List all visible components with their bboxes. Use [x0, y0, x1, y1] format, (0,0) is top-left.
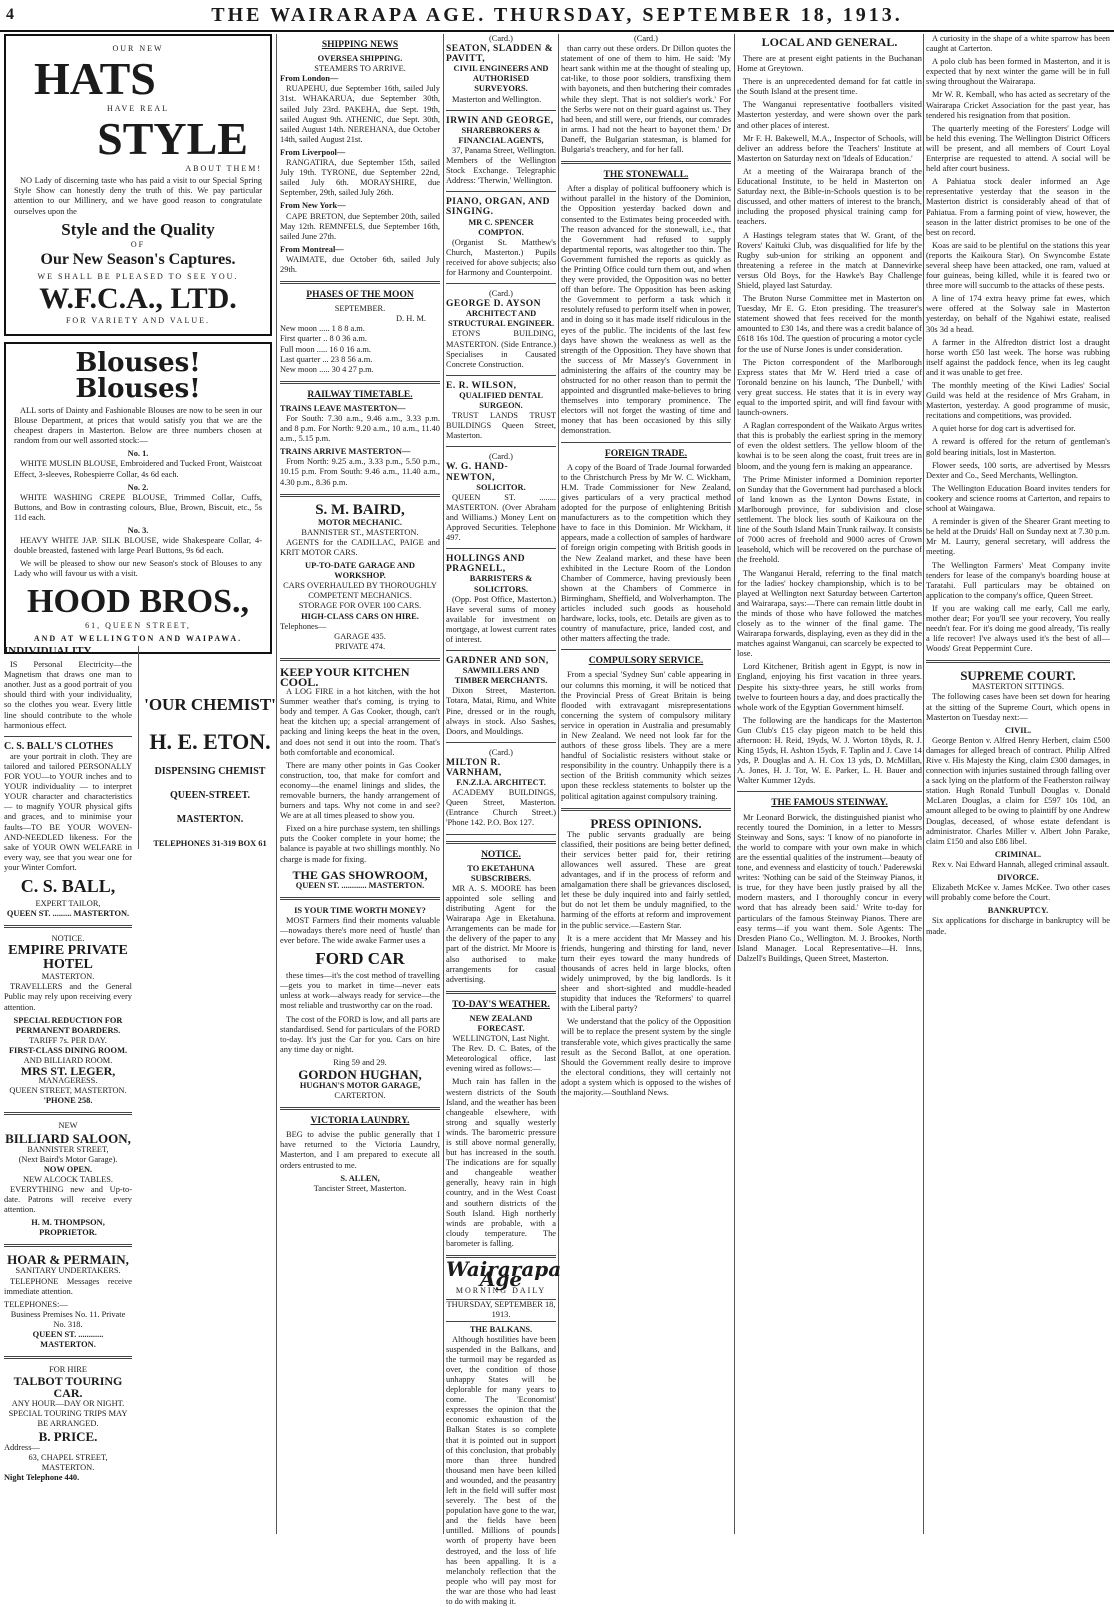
age-date: THURSDAY, SEPTEMBER 18, 1913.	[446, 1299, 556, 1321]
billiard-tables: NEW ALCOCK TABLES.	[23, 1174, 113, 1184]
col6-items	[926, 34, 1110, 654]
talbot-telephone: Night Telephone 440.	[4, 1472, 80, 1482]
moon-row: Full moon ..... 16 0 16 a.m.	[280, 344, 371, 354]
talbot-any-hour: ANY HOUR—DAY OR NIGHT.	[11, 1399, 125, 1409]
hats-pleased: WE SHALL BE PLEASED TO SEE YOU.	[37, 271, 239, 281]
weather-body-1: The Rev. D. C. Bates, of the Meteorological office, last evening wired as follows:—	[446, 1044, 556, 1074]
local-news-item: A curiosity in the shape of a white sparrow has been caught at Carterton.	[926, 34, 1110, 54]
gas-showroom: THE GAS SHOWROOM,	[292, 867, 428, 882]
victoria-body: BEG to advise the public generally that I have returned to the Victoria Laundry, Masterton, and I am prepared to execute all orders entrusted to me.	[280, 1130, 440, 1170]
local-news-item: The Picton correspondent of the Marlborough Express states that Mr W. Herd tried a case of Toronald benzine on his launch, 'The Dunbell,' with very great success. He states that it is in every way equal to the imported spirit, and will find favour with launch-owners.	[737, 357, 922, 418]
local-news-item: The Bruton Nurse Committee met in Masterton on Tuesday, Mr E. G. Eton presiding. The treasurer's statement showed that fees received for the month amounted to £30 14s, and there was a credit balance of £618 16s 10d. The question of procuring a motor cycle for the use of Nurse Jones is under consideration.	[737, 294, 922, 354]
card-address: Masterton and Wellington.	[452, 94, 542, 104]
steamers-to-arrive: STEAMERS TO ARRIVE.	[314, 64, 406, 74]
moon-month: SEPTEMBER.	[334, 304, 386, 314]
hood-address: 61, QUEEN STREET,	[85, 621, 191, 631]
baird-storage: STORAGE FOR OVER 100 CARS.	[298, 601, 422, 611]
blouse-no1-label: No. 1.	[127, 449, 149, 459]
local-news-item: Koas are said to be plentiful on the stations this year (reports the Kaikoura Star). On Swyncombe Estate several sheep have been attacked, one ram, valued at four guineas, being killed, while it is feared two or three more will succumb to the attacks of these pests.	[926, 240, 1110, 291]
supreme-court-heading: SUPREME COURT.	[960, 668, 1076, 684]
local-news-item: A line of 174 extra heavy prime fat ewes, which were offered at the Solway sale in Masterton yesterday, on behalf of the Ngahiwi estate, realised 30s 3d a head.	[926, 294, 1110, 334]
supreme-sittings: MASTERTON SITTINGS.	[972, 682, 1064, 692]
gordon-hughan: GORDON HUGHAN,	[298, 1066, 422, 1082]
empire-manageress: MANAGERESS.	[38, 1076, 98, 1086]
age-masthead: Wairarapa Age	[446, 1257, 562, 1292]
baird-telephones: Telephones—	[280, 621, 327, 631]
card-name: GARDNER AND SON,	[446, 656, 549, 667]
empire-body: TRAVELLERS and the General Public may rely upon receiving every attention.	[4, 982, 132, 1012]
professional-card	[446, 289, 556, 376]
card-label: (Card.)	[489, 34, 513, 43]
supreme-div: Elizabeth McKee v. James McKee. Two other cases will probably come before the Court.	[926, 883, 1110, 903]
montreal-ships: WAIMATE, due October 6th, sailed July 29th.	[280, 254, 440, 274]
supreme-civil: CIVIL.	[1004, 725, 1032, 735]
column-rule	[558, 34, 559, 1534]
talbot-address-label: Address—	[4, 1442, 40, 1452]
balkans-heading: THE BALKANS.	[469, 1324, 533, 1334]
local-news-item: The following are the handicaps for the Masterton Gun Club's £15 clay pigeon match to be held this afternoon: H. Reid, 19yds, W. J. Worton 18yds, R. J. King 15yds, H. Ashton 15yds, F. Taplin and J. Cave 14 yds, P. Douglas and A. H. Cox 13 yds, D. McMillan, A. Jones, H. J. Tor, W. E. Parker, L. H. Bauer and Walter Kummer 12yds.	[737, 715, 922, 786]
weather-sub: NEW ZEALAND FORECAST.	[469, 1013, 533, 1033]
card-address: TRUST LANDS TRUST BUILDINGS Queen Street, Masterton.	[446, 411, 556, 441]
blouses-heading: Blouses! Blouses!	[75, 347, 201, 404]
press-opinions-heading: PRESS OPINIONS.	[590, 815, 702, 831]
hood-bros-name: HOOD BROS.,	[27, 583, 249, 621]
card-profession: MR C. SPENCER COMPTON.	[468, 217, 534, 237]
hoar-telephones: TELEPHONES:—	[4, 1299, 68, 1309]
local-news-item: The Wanganui Herald, referring to the final match for the ladies' hockey championship, which is to be played at Wellington next Saturday between Carterton and Wairarapa, says:—There can remain little doubt in the minds of those who have followed the matches closely as to the winner of the final game. The Wairarapa forwards, displaying, even as they did in the matches against Wanganui, can scarcely be expected to lose.	[737, 568, 922, 659]
ford-heading: IS YOUR TIME WORTH MONEY?	[294, 905, 426, 915]
baird-agents: AGENTS for the CADILLAC, PAIGE and KRIT MOTOR CARS.	[280, 537, 440, 557]
hoar-sub: SANITARY UNDERTAKERS.	[15, 1266, 121, 1276]
chemist-advert	[138, 646, 277, 849]
talbot-street: 63, CHAPEL STREET, MASTERTON.	[28, 1452, 108, 1472]
oversea-shipping: OVERSEA SHIPPING.	[317, 54, 403, 64]
local-news-item: A reminder is given of the Shearer Grant meeting to be held at the Druids' Hall on Sunday next at 7.30 p.m. Mr M. Laurry, general secretary, will address the meeting.	[926, 517, 1110, 557]
local-news-item: A Pahiatua stock dealer informed an Age representative yesterday that the season in the Masterton district is considerably ahead of that of Pahiatua. From a farming point of view, however, the season in the latter district promises to be one of the best on record.	[926, 177, 1110, 237]
card-profession: SOLICITOR.	[476, 482, 526, 492]
baird-private-phone: PRIVATE 474.	[334, 641, 386, 651]
steinway-body: Mr Leonard Borwick, the distinguished pianist who recently toured the Dominion, in a letter to Messrs Steinway and Sons, says: 'I know of no pianoforte in the world to compare with your own make in which are the essential qualities of the instrument—beauty of tone, and evenness and elasticity of touch.' Paderewski writes: 'Nothing can be said of the Steinway Pianos, it is true, for they have been justly praised by all the modern masters, and I thoroughly concur in every word that has already been said.' Write to-day for particulars of the famous Steinway Pianos. There are easy terms—if you want them. Sole Agents: The Dresden Piano Co., Wellington. M. J. Brookes, North Island Manager. Local Representative—H. Inns, Dalzell's Buildings, Queen Street, Masterton.	[737, 812, 922, 963]
local-news-item: A reward is offered for the return of gentleman's gold bearing initials, lost in Masterton.	[926, 437, 1110, 457]
card-profession: BARRISTERS & SOLICITORS.	[469, 574, 533, 594]
local-items	[737, 54, 922, 786]
card-name: W. G. HAND-NEWTON,	[446, 462, 509, 483]
empire-notice: NOTICE.	[51, 934, 85, 944]
local-news-item: The quarterly meeting of the Foresters' Lodge will be held this evening. The Wellington District Officers will be present, and all members of Court Loyal Enterprise are requested to attend. A social will be held after court business.	[926, 123, 1110, 174]
hats-captures: Our New Season's Captures.	[40, 250, 236, 268]
hoar-permain-name: HOAR & PERMAIN,	[7, 1252, 129, 1268]
masthead	[0, 0, 1114, 32]
blouses-advert	[4, 342, 272, 657]
talbot-special: SPECIAL TOURING TRIPS MAY BE ARRANGED.	[8, 1409, 128, 1429]
compulsory-heading: COMPULSORY SERVICE.	[588, 656, 704, 667]
supreme-divorce: DIVORCE.	[997, 873, 1039, 883]
victoria-name: S. ALLEN,	[340, 1173, 380, 1183]
supreme-crim: Rex v. Nai Edward Hannah, alleged criminal assault.	[932, 859, 1110, 869]
professional-card	[446, 554, 556, 651]
from-london: From London—	[280, 74, 339, 84]
card-name: PIANO, ORGAN, AND SINGING.	[446, 197, 551, 218]
gas-showroom-address: QUEEN ST. ............ MASTERTON.	[295, 880, 425, 890]
hughan-garage: HUGHAN'S MOTOR GARAGE,	[299, 1080, 421, 1090]
chemist-town: MASTERTON.	[176, 814, 244, 826]
hats-our-new: OUR NEW	[112, 44, 164, 53]
blouse-no1-text: WHITE MUSLIN BLOUSE, Embroidered and Tucked Front, Waistcoat Effect, 3-sleeves, Robespierre Collar, 4s 6d each.	[14, 459, 262, 479]
baird-name: S. M. BAIRD,	[315, 501, 405, 518]
local-news-item: A farmer in the Alfredton district lost a draught horse worth £50 last week. The horse was rubbing itself against the paddock fence, when its leg caught and it was unable to get free.	[926, 337, 1110, 377]
professional-card	[446, 452, 556, 549]
empire-dining: FIRST-CLASS DINING ROOM.	[8, 1045, 128, 1055]
supreme-criminal: CRIMINAL.	[994, 849, 1042, 859]
local-news-item: At a meeting of the Wairarapa branch of the Educational Institute, to be held in Masterton on Saturday next, the Bible-in-Schools question is to be discussed, and other matters of interest to the branch, including the proposed physical training camp for teachers.	[737, 166, 922, 227]
kitchen-body-2: There are many other points in Gas Cooker construction, too, that make for comfort and economy—the enamel linings and slides, the removable burners, the handy arrangement of burners and taps. Why not come in and see? We are at all times pleased to show you.	[280, 760, 440, 821]
professional-card	[446, 656, 556, 743]
supreme-body: The following cases have been set down for hearing at the sitting of the Supreme Court, which opens in Masterton on Tuesday next:—	[926, 692, 1110, 722]
card-address: (Organist St. Matthew's Church, Masterton.) Pupils received for above subjects; also for Harmony and Counterpoint.	[446, 237, 556, 277]
dillon-intro: than carry out these orders. Dr Dillon quotes the statement of one of them to him. He said: 'My heart sank within me at the thought of stealing up, cat-like, to those poor soldiers, transfixing them with bayonets, and then butchering their comrades while they slept. That is not soldier's work.' For the Serbs were not on their guard against us. They had been, and still were, our friends, our comrades in arms. I had not the heart to bayonet them.' Dr Daneff, the Bulgarian statesman, is blamed for Bulgaria's treachery, and for her fall.	[561, 44, 731, 155]
hoar-premises: Business Premises No. 11. Private No. 318.	[10, 1309, 126, 1329]
local-news-item: There is an unprecedented demand for fat cattle in the South Island at the present time.	[737, 77, 922, 97]
press-body-1: The public servants gradually are being classified, their positions are being better defined, their services better paid for, their retiring allowances well assured. These are great advantages, and if in the process of reform and amalgamation there shall be grievances disclosed, let these be duly inquired into and fairly settled, but do not let them be unduly magnified, to the harming of the efforts at reform and improvement in the public service.—Eastern Star.	[561, 829, 731, 930]
local-news-item: Mr W. R. Kemball, who has acted as secretary of the Wairarapa Cricket Association for the past year, has tendered his resignation from that position.	[926, 90, 1110, 120]
empire-hotel-name: EMPIRE PRIVATE HOTEL	[8, 943, 128, 973]
local-news-item: A Hastings telegram states that W. Grant, of the Rovers' Kaituki Club, was disqualified for life by the Rugby sub-union for striking an opponent and threatening a referee in the match at Dannevirke versus Old Boys, for the Hawke's Bay Challenge Shield, played last Saturday.	[737, 230, 922, 290]
csball-clothes-heading: C. S. BALL'S CLOTHES	[4, 740, 114, 752]
kitchen-body-1: A LOG FIRE in a hot kitchen, with the hot Summer weather that's coming, is trying to body and temper. A Gas Cooker, though, can't heat the kitchen up; a special arrangement of packing and lining keeps the heat in the oven, and does not send it out into the room. That's both comfortable and economical.	[280, 687, 440, 757]
newspaper-title: THE WAIRARAPA AGE. THURSDAY, SEPTEMBER 18, 1913.	[211, 4, 903, 26]
hood-towns: AND AT WELLINGTON AND WAIPAWA.	[33, 633, 243, 643]
wfca-name: W.F.C.A., LTD.	[39, 281, 237, 315]
trains-arrive-times: From North: 9.25 a.m., 3.33 p.m., 5.50 p.m., 10.15 p.m. From South: 9.46 a.m., 11.40 a.m., 4.30 p.m., 8.36 p.m.	[280, 457, 440, 487]
moon-columns: D. H. M.	[395, 314, 426, 324]
professional-cards	[446, 34, 556, 835]
notice-to: TO EKETAHUNA SUBSCRIBERS.	[467, 863, 535, 883]
local-news-item: The Wanganui representative footballers visited Masterton yesterday, and were shown over the park and other places of interest.	[737, 100, 922, 130]
foreign-trade-body: A copy of the Board of Trade Journal forwarded to the Christchurch Press by Mr W. C. Wickham, H.M. Trade Commissioner for New Zealand, gives particulars of a very practical method adopted for the purpose of enlightening British manufacturers as to the competition which they have to face in this Dominion. Mr Wickham, it appears, made a collection of samples of hardware of foreign origin competing with British goods in the New Zealand market, and these have been exhibited in the Lecture Room of the London Chamber of Commerce, having previously been shown at the Chambers of Commerce in Birmingham, Sheffield, and Wolverhampton. The articles included such goods as household hardware, locks, tools, etc. Details are given as to country of manufacture, price, landed cost, and other matters affecting the trade.	[561, 462, 731, 644]
hats-advert	[4, 34, 272, 336]
baird-garage-phone: GARAGE 435.	[334, 631, 386, 641]
csball-address: QUEEN ST. ......... MASTERTON.	[6, 909, 130, 919]
baird-overhauled: CARS OVERHAULED BY THOROUGHLY COMPETENT MECHANICS.	[283, 581, 437, 601]
blouse-no2-text: WHITE WASHING CREPE BLOUSE, Trimmed Collar, Cuffs, Buttons, and Bow in contrasting colours, Blue, Brown, Biscuit, etc., 5s 11d each.	[14, 492, 262, 522]
individuality-body: IS Personal Electricity—the Magnetism that draws one man to another. Just as a good portrait of you should third with your individuality, so the clothes you wear. Every little line should contribute to the whole harmonious effect.	[4, 660, 132, 730]
billiard-body: EVERYTHING new and Up-to-date. Patrons will receive every attention.	[4, 1184, 132, 1215]
professional-card	[446, 34, 556, 111]
local-general-heading: LOCAL AND GENERAL.	[761, 35, 898, 49]
professional-card	[446, 116, 556, 193]
local-news-item: The Prime Minister informed a Dominion reporter on Sunday that the Government had purchased a block of land known as the Lynton Downs Estate, in Marlborough province, for subdivision and close settlement. The block lies south of Kaikoura on the line of the South Island Main Trunk railway. It consists of 7000 acres of freehold and 9000 acres of Crown leasehold, which will be recovered on the purchase of the freehold.	[737, 474, 922, 565]
wfca-tagline: FOR VARIETY AND VALUE.	[65, 315, 210, 325]
hats-of: OF	[130, 239, 146, 249]
chemist-name: H. E. ETON.	[149, 729, 271, 754]
hats-quality: Style and the Quality	[61, 219, 215, 239]
card-label: (Card.)	[489, 289, 513, 299]
empire-billiard: AND BILLIARD ROOM.	[23, 1056, 113, 1065]
ford-body-3: The cost of the FORD is low, and all parts are standardised. Send for particulars of the FORD to-day. It's just the Car for you. Cars on hire any time day or night.	[280, 1014, 440, 1054]
stonewall-body: After a display of political buffoonery which is without parallel in the history of the Dominion, the Opposition yesterday backed down and consented to the Estimates being proceeded with. The reason advanced for the stonewall, i.e., that the Government had refused to supply departmental reports, was altogether too thin. The Government furnished the reports as quickly as the Printing Office could turn them out, and when they were provided, the Opposition was no better off than before. The Opposition has been asking the Government to perform a task which it resolutely refused to perform itself when in power, and in doing so it has made itself ridiculous in the eyes of the public. The incidents of the last few days have shown the weakness as well as the strength of the Opposition. They have shown that the success of Mr Massey's Government in administering the affairs of the country may be obstructed for no other reason than to permit the appointed and disgruntled make-believes to bring themselves into temporary prominence. The electors will not forget the wasting of time and money that has been occasioned by this silly demonstration.	[561, 184, 731, 436]
card-profession: SHAREBROKERS & FINANCIAL AGENTS,	[458, 125, 544, 145]
card-label: (Card.)	[489, 747, 513, 757]
weather-place: WELLINGTON, Last Night.	[452, 1034, 550, 1044]
baird-hire: HIGH-CLASS CARS ON HIRE.	[301, 611, 419, 621]
local-news-item: The monthly meeting of the Kiwi Ladies' Social Guild was held at the residence of Mrs Graham, in Masterton, yesterday. A good programme of music, recitations and competitions, was provided.	[926, 381, 1110, 421]
billiard-proprietor: H. M. THOMPSON, PROPRIETOR.	[31, 1218, 105, 1238]
baird-street: BANNISTER ST., MASTERTON.	[301, 527, 419, 537]
moon-row: New moon ..... 1 8 8 a.m.	[280, 324, 365, 334]
press-body-2: It is a mere accident that Mr Massey and his friends, hungering and thirsting for land, never turn their eyes toward the many hundreds of thousands of acres held in large blocks, often widely unimproved, by the big landlords. Is it sheer and short-sighted and muddle-headed stupidity that induces the 'Reformers' to quarrel with the Liberal party?	[561, 933, 731, 1014]
csball-body: are your portrait in cloth. They are tailored and tailored PERSONALLY FOR YOU—to YOUR inches and to YOUR individuality — to interpret YOUR character and characteristics — to magnify YOUR physical gifts and graces, and to minimise your faults—TO BE YOUR WOVEN-AND-NEEDLED likeness. For the sake of YOUR OWN WELFARE in every way, see that you wear one for your Winter Comfort.	[4, 751, 132, 872]
empire-street: QUEEN STREET, MASTERTON.	[9, 1086, 127, 1096]
empire-tariff: TARIFF 7s. PER DAY.	[29, 1035, 107, 1045]
kitchen-heading: KEEP YOUR KITCHEN COOL.	[280, 664, 410, 689]
press-body-3: We understand that the policy of the Opposition will be to replace the present system by the single transferable vote, which gives practically the same result as the Second Ballot, at one operation. Should the Government really desire to improve the electoral conditions, they will certainly not adopt a system which is opposed to the wishes of the majority.—Southland News.	[561, 1017, 731, 1097]
weather-body-2: Much rain has fallen in the western districts of the South Island, and the weather has been changeable elsewhere, with strong and squally westerly winds. The barometric pressure is still above normal generally, but has increased in the south. The indications are for squally and changeable weather generally, heavy rain in high country, and in the West Coast and southern districts of the South Island. High northerly winds are probable, with a cloudy temperature. The barometer is falling.	[446, 1077, 556, 1248]
supreme-cases: George Benton v. Alfred Henry Herbert, claim £500 damages for alleged breach of contract. Philip Alfred Rive v. His Majesty the King, claim £300 damages, in connection with injuries sustained through falling over a sack lying on the platform of the Featherston railway station. Hugh Ronald Tunbull Douglas v. Donald McLaren Douglas, a claim for £597 10s 10d, an amount alleged to be owing to plaintiff by one Andrew Douglas, deceased, of whose estate defendant is administrator. Charles Miller v. Albert John Parake, claim £150 and also £86 libel.	[926, 735, 1110, 846]
ford-body-2: these times—it's the cost method of travelling—gets you to market in time—never eats unless at work—always ready for service—the most reliable and trustworthy car on the road.	[280, 971, 440, 1011]
local-news-item: There are at present eight patients in the Buchanan Home at Greytown.	[737, 54, 922, 74]
blouse-no2-label: No. 2.	[127, 482, 149, 492]
ford-body-1: MOST Farmers find their moments valuable—nowadays there's more need of 'hustle' than ever before. The wide awake Farmer uses a	[280, 915, 440, 946]
empire-phone: 'PHONE 258.	[43, 1096, 93, 1106]
card-label: (Card.)	[634, 34, 658, 43]
ford-ring: Ring 59 and 29.	[333, 1057, 387, 1067]
individuality-advert	[4, 646, 132, 1483]
card-address: QUEEN ST. ........ MASTERTON. (Over Abraham and Williams.) Money Lent on Approved Securities. Telephone 497.	[446, 492, 556, 543]
hoar-body: TELEPHONE Messages receive immediate attention.	[4, 1276, 132, 1296]
victoria-laundry-heading: VICTORIA LAUNDRY.	[310, 1116, 410, 1127]
local-news-item: The Wellington Education Board invites tenders for cookery and science rooms at Carterton, and repairs to school at Waingawa.	[926, 483, 1110, 514]
column-4	[561, 34, 731, 1534]
card-address: Dixon Street, Masterton. Totara, Matai, Rimu, and White Pine, dressed or in the rough, always in stock. Also Sashes, Doors, and Mouldings.	[446, 686, 556, 736]
from-new-york: From New York—	[280, 201, 346, 211]
card-address: ACADEMY BUILDINGS, Queen Street, Masterton. (Entrance Church Street.) 'Phone 142. P.O. Box 127.	[446, 788, 556, 828]
local-news-item: The Wellington Farmers' Meat Company invite tenders for lease of the company's boarding house at Taratahi. Full particulars may be obtained on application to the company's office, Queen Street.	[926, 560, 1110, 600]
from-liverpool: From Liverpool—	[280, 147, 346, 157]
steinway-heading: THE FAMOUS STEINWAY.	[771, 798, 888, 809]
professional-card	[446, 748, 556, 835]
column-rule	[443, 34, 444, 1534]
moon-heading: PHASES OF THE MOON	[306, 290, 414, 301]
moon-row: First quarter .. 8 0 36 a.m.	[280, 334, 367, 344]
shipping-heading: SHIPPING NEWS	[321, 40, 399, 50]
csball-name: C. S. BALL,	[20, 875, 116, 896]
column-3	[446, 34, 562, 1607]
notice-heading: NOTICE.	[481, 849, 521, 860]
hats-heading: HATS	[34, 53, 156, 105]
hats-about: ABOUT THEM!	[185, 164, 262, 174]
weather-heading: TO-DAY'S WEATHER.	[452, 999, 550, 1010]
style-heading: STYLE	[97, 113, 248, 165]
billiard-title: BILLIARD SALOON,	[5, 1130, 131, 1146]
stonewall-heading: THE STONEWALL.	[603, 170, 689, 181]
trains-arrive: TRAINS ARRIVE MASTERTON—	[280, 447, 411, 457]
baird-sub: MOTOR MECHANIC.	[317, 517, 403, 527]
professional-card	[446, 197, 556, 284]
billiard-open: NOW OPEN.	[43, 1164, 93, 1174]
railway-heading: RAILWAY TIMETABLE.	[307, 389, 413, 400]
card-profession: QUALIFIED DENTAL SURGEON.	[459, 390, 543, 410]
compulsory-body: From a special 'Sydney Sun' cable appearing in our columns this morning, it will be noticed that the Provincial Press of Great Britain is being flooded with extravagant misrepresentations concerning the system of compulsory military service in operation in Australia and presumably in New Zealand. We need not look far for the authors of these gross libels. They are a mere handful of Socialistic resisters without stake or responsibility in the country. Unhappily there is a section of the British community which seizes upon these reckless statements to bolster up the political agitation against compulsory training.	[561, 670, 731, 801]
hats-have-real: HAVE REAL	[106, 104, 170, 114]
column-2	[280, 34, 440, 1534]
notice-body: MR A. S. MOORE has been appointed sole selling and distributing Agent for the Wairarapa Age in Eketahuna. Arrangements can be made for the delivery of the paper to any part of the district. Mr Moore is also authorised to make arrangements for casual advertising.	[446, 883, 556, 984]
victoria-address: Tancister Street, Masterton.	[313, 1183, 407, 1193]
local-news-item: A polo club has been formed in Masterton, and it is expected that by next winter the game will be in full swing throughout the Wairarapa.	[926, 57, 1110, 87]
empire-town: MASTERTON.	[41, 972, 95, 982]
column-6	[926, 34, 1110, 1534]
individuality-heading: INDIVIDUALITY	[4, 645, 92, 657]
blouse-no3-text: HEAVY WHITE JAP. SILK BLOUSE, wide Shakespeare Collar, 4-double breasted, fastened with large Pearl Buttons, 9s 6d each.	[14, 536, 262, 556]
card-name: E. R. WILSON,	[446, 380, 517, 391]
card-address: ETON'S BUILDING, MASTERTON. (Side Entrance.) Specialises in Causated Concrete Construction.	[446, 329, 556, 369]
card-label: (Card.)	[489, 452, 513, 462]
trains-leave: TRAINS LEAVE MASTERTON—	[280, 403, 406, 413]
card-name: HOLLINGS AND PRAGNELL,	[446, 554, 526, 575]
empire-special: SPECIAL REDUCTION FOR PERMANENT BOARDERS.	[13, 1015, 123, 1035]
column-rule	[734, 34, 735, 1534]
column-rule	[923, 34, 924, 1534]
ford-car: FORD CAR	[315, 949, 405, 969]
trains-leave-times: For South: 7.30 a.m., 9.46 a.m., 3.33 p.m. and 8 p.m. For North: 9.20 a.m., 10 a.m., 11.40 a.m., 5.15 p.m.	[280, 414, 440, 444]
card-name: SEATON, SLADDEN & PAVITT,	[446, 44, 554, 65]
professional-card	[446, 381, 556, 448]
chemist-title: 'OUR CHEMIST'	[144, 695, 276, 714]
card-name: GEORGE D. AYSON	[446, 299, 542, 310]
local-news-item: If you are waking call me early, Call me early, mother dear; For you'll see your recovery, You really needn't fear. For it's doing me good already, 'Tis really a life recover! I've always used it's the best of all—Woods' Great Peppermint Cure.	[926, 603, 1110, 654]
london-ships: RUAPEHU, due September 16th, sailed July 31st. WHAKARUA, due September 30th, sailed July 23rd. PAKEHA, due Sept. 19th, sailed August 9th. ATHENIC, due Sept. 30th, sailed August 14th. NEREHANA, due October 14th, sailed August 21st.	[280, 84, 440, 144]
card-profession: F.N.Z.I.A. ARCHITECT.	[456, 778, 546, 788]
column-1	[4, 34, 276, 1534]
supreme-bk: Six applications for discharge in bankruptcy will be made.	[926, 916, 1110, 936]
blouse-no3-label: No. 3.	[127, 525, 149, 535]
local-news-item: Flower seeds, 100 sorts, are advertised by Messrs Dexter and Co., Seed Merchants, Wellington.	[926, 460, 1110, 480]
talbot-name: B. PRICE.	[38, 1428, 98, 1444]
age-sub: MORNING DAILY	[455, 1286, 547, 1296]
card-profession: ARCHITECT AND STRUCTURAL ENGINEER.	[447, 309, 555, 329]
local-news-item: A Raglan correspondent of the Waikato Argus writes that this is probably the earliest spring in the memory of even the oldest settlers. The yellow bloom of the kowhai is to be seen along the coast, fruit trees are in bloom, and the young fern is making an appearance.	[737, 421, 922, 471]
hats-body: NO Lady of discerning taste who has paid a visit to our Special Spring Style Show can honestly deny the truth of this. We pay particular attention to our Millinery, and we have good reason to congratulate ourselves upon the	[14, 176, 262, 216]
baird-garage: UP-TO-DATE GARAGE AND WORKSHOP.	[305, 561, 415, 581]
empire-manageress-name: MRS ST. LEGER,	[20, 1064, 116, 1079]
newyork-ships: CAPE BRETON, due September 20th, sailed May 12th. REMNFELS, due September 16th, sailed June 27th.	[280, 211, 440, 241]
billiard-new: NEW	[58, 1121, 78, 1131]
hoar-street: QUEEN ST. ............ MASTERTON.	[32, 1329, 104, 1350]
chemist-street: QUEEN-STREET.	[169, 790, 251, 802]
local-news-item: Mr F. H. Bakewell, M.A., Inspector of Schools, will deliver an address before the Teachers' Institute at Masterton on Saturday next on 'Ideals of Education.'	[737, 133, 922, 163]
kitchen-body-3: Fixed on a hire purchase system, ten shillings puts the Cooker complete in your home; the balance is payable at two shillings monthly. No charge is made for fixing.	[280, 824, 440, 864]
hughan-town: CARTERTON.	[334, 1091, 386, 1101]
local-news-item: Lord Kitchener, British agent in Egypt, is now in England, enjoying his first vacation in three years. Despite his sixty-three years, he still works from twelve to fourteen hours a day, and does practically the whole work of the Egyptian Government himself.	[737, 662, 922, 712]
from-montreal: From Montreal—	[280, 244, 344, 254]
page-number: 4	[6, 6, 14, 23]
billiard-street: BANNISTER STREET,	[27, 1144, 109, 1154]
moon-row: Last quarter ... 23 8 56 a.m.	[280, 354, 373, 364]
talbot-title: TALBOT TOURING CAR.	[13, 1374, 123, 1401]
column-5	[737, 34, 922, 1534]
billiard-next: (Next Baird's Motor Garage).	[18, 1154, 118, 1164]
card-address: 37, Panama Street, Wellington. Members of the Wellington Stock Exchange. Telegraphic Address: 'Therwin,' Wellington.	[446, 145, 556, 186]
card-profession: CIVIL ENGINEERS AND AUTHORISED SURVEYORS.	[453, 64, 549, 94]
chemist-telephones: TELEPHONES 31-319 BOX 61	[153, 839, 267, 849]
csball-tailor: EXPERT TAILOR,	[35, 898, 101, 908]
card-name: IRWIN AND GEORGE,	[446, 115, 554, 126]
blouses-body: ALL sorts of Dainty and Fashionable Blouses are now to be seen in our Blouse Department, at prices that would satisfy you that we are the cheapest drapers in Masterton. Below are three numbers chosen at random from our well assorted stock:—	[14, 405, 262, 446]
card-name: MILTON R. VARNHAM,	[446, 757, 502, 778]
foreign-trade-heading: FOREIGN TRADE.	[604, 448, 688, 459]
moon-row: New moon ..... 30 4 27 p.m.	[280, 364, 374, 374]
talbot-for-hire: FOR HIRE	[49, 1365, 87, 1375]
card-profession: SAWMILLERS AND TIMBER MERCHANTS.	[454, 666, 548, 686]
chemist-dispensing: DISPENSING CHEMIST	[154, 766, 266, 777]
liverpool-ships: RANGATIRA, due September 15th, sailed July 19th. TYRONE, due September 22nd, sailed July 6th. MORAYSHIRE, due September, 29th, sailed July 26th.	[280, 158, 440, 198]
local-news-item: A quiet horse for dog cart is advertised for.	[932, 424, 1076, 434]
balkans-body: Although hostilities have been suspended in the Balkans, and the turmoil may be regarded as over, the condition of those unhappy States will be deplorable for many years to come. The 'Economist' expresses the opinion that the economic exhaustion of the Balkan States is so complete that it is pointed out in support of this conclusion, that probably more than three hundred thousand men have been killed and wounded, and the peasantry left in the field will suffer most severely. The best of the population have gone to the war, and the fields have been untilled. Millions of pounds worth of property have been destroyed, and the loss of life has been appalling. It is a melancholy reflection that the people who will pay most for the war are those who had least to do with making it.	[446, 1334, 556, 1607]
supreme-bankruptcy: BANKRUPTCY.	[987, 906, 1049, 916]
blouses-invite: We will be pleased to show our new Season's stock of Blouses to any Lady who will favour us with a visit.	[14, 559, 262, 579]
card-address: (Opp. Post Office, Masterton.) Have several sums of money available for investment on mortgage, at lowest current rates of interest.	[446, 594, 556, 644]
